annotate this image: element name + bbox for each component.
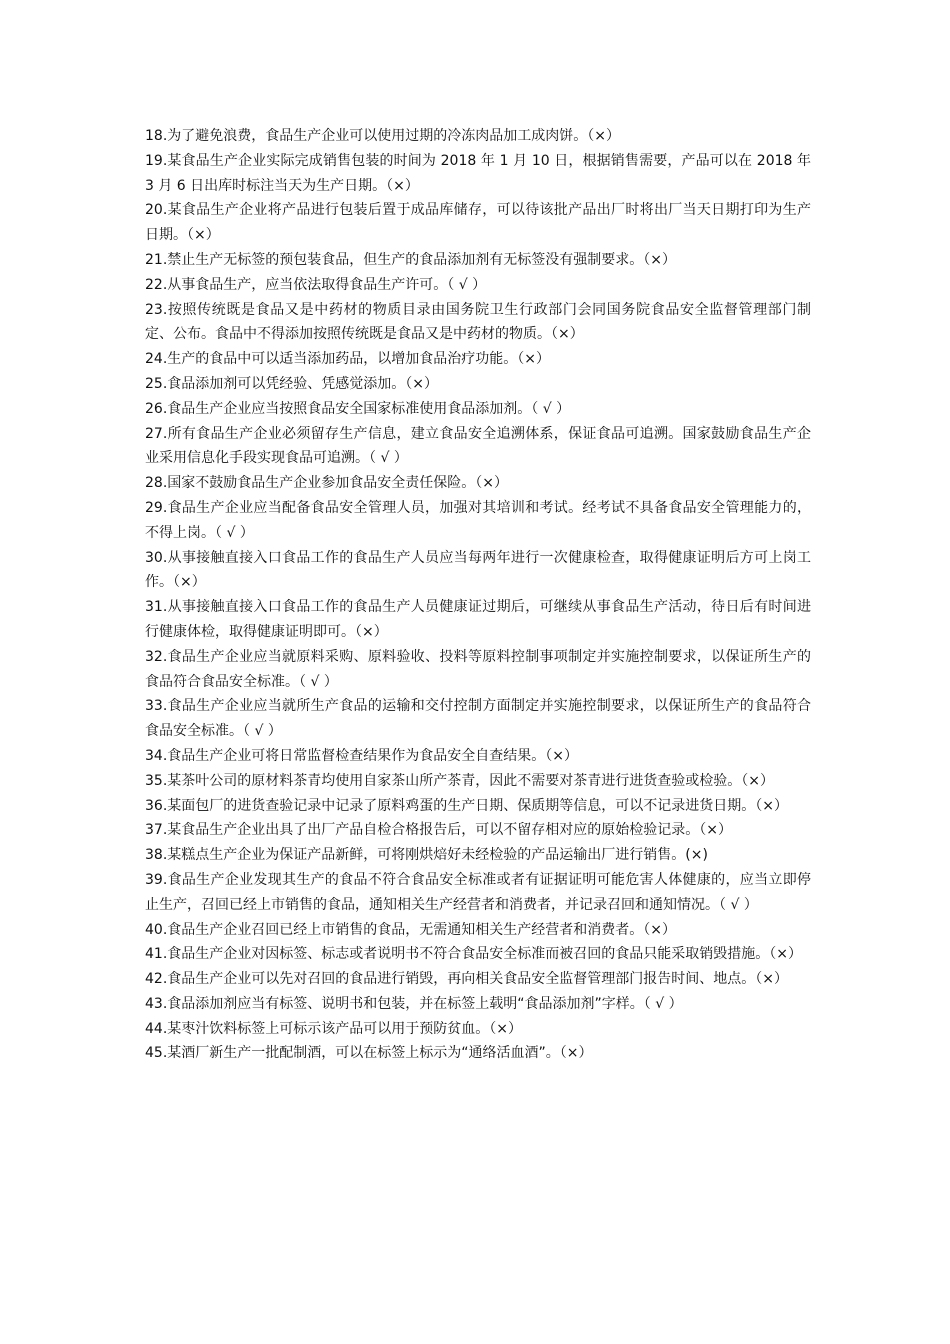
question-24: 24.生产的食品中可以适当添加药品，以增加食品治疗功能。（×） — [145, 351, 550, 368]
question-33: 33.食品生产企业应当就所生产食品的运输和交付控制方面制定并实施控制要求，以保证所生产的食品符合食品安全标准。（ √ ） — [145, 698, 811, 740]
question-26: 26.食品生产企业应当按照食品安全国家标准使用食品添加剂。（ √ ） — [145, 400, 571, 417]
question-20: 20.某食品生产企业将产品进行包装后置于成品库储存，可以待该批产品出厂时将出厂当天日期打印为生产日期。（×） — [145, 202, 811, 244]
question-44: 44.某枣汁饮料标签上可标示该产品可以用于预防贫血。（×） — [145, 1020, 522, 1037]
document-page — [145, 124, 811, 1066]
question-40: 40.食品生产企业召回已经上市销售的食品，无需通知相关生产经营者和消费者。（×） — [145, 921, 676, 938]
question-45: 45.某酒厂新生产一批配制酒，可以在标签上标示为“通络活血酒”。（×） — [145, 1045, 593, 1062]
question-35: 35.某茶叶公司的原材料茶青均使用自家茶山所产茶青，因此不需要对茶青进行进货查验或检验。（×） — [145, 772, 774, 789]
question-28: 28.国家不鼓励食品生产企业参加食品安全责任保险。（×） — [145, 475, 508, 492]
question-42: 42.食品生产企业可以先对召回的食品进行销毁，再向相关食品安全监督管理部门报告时间、地点。（×） — [145, 971, 788, 988]
question-31: 31.从事接触直接入口食品工作的食品生产人员健康证过期后，可继续从事食品生产活动，待日后有时间进行健康体检，取得健康证明即可。（×） — [145, 599, 811, 640]
question-30: 30.从事接触直接入口食品工作的食品生产人员应当每两年进行一次健康检查，取得健康证明后方可上岗工作。（×） — [145, 549, 811, 591]
question-18: 18.为了避免浪费，食品生产企业可以使用过期的冷冻肉品加工成肉饼。（×） — [145, 128, 620, 144]
question-43: 43.食品添加剂应当有标签、说明书和包装，并在标签上载明“食品添加剂”字样。（ √ ） — [145, 995, 683, 1012]
question-32: 32.食品生产企业应当就原料采购、原料验收、投料等原料控制事项制定并实施控制要求，以保证所生产的食品符合食品安全标准。（ √ ） — [145, 648, 811, 690]
question-22: 22.从事食品生产，应当依法取得食品生产许可。（ √ ） — [145, 276, 487, 293]
question-21: 21.禁止生产无标签的预包装食品，但生产的食品添加剂有无标签没有强制要求。（×） — [145, 251, 676, 268]
question-38: 38.某糕点生产企业为保证产品新鲜，可将刚烘焙好未经检验的产品运输出厂进行销售。(×) — [145, 847, 708, 864]
question-27: 27.所有食品生产企业必须留存生产信息，建立食品安全追溯体系，保证食品可追溯。国家鼓励食品生产企业采用信息化手段实现食品可追溯。（ √ ） — [145, 425, 811, 467]
question-37: 37.某食品生产企业出具了出厂产品自检合格报告后，可以不留存相对应的原始检验记录。（×） — [145, 822, 732, 839]
question-36: 36.某面包厂的进货查验记录中记录了原料鸡蛋的生产日期、保质期等信息，可以不记录进货日期。（×） — [145, 797, 788, 814]
question-41: 41.食品生产企业对因标签、标志或者说明书不符合食品安全标准而被召回的食品只能采取销毁措施。（×） — [145, 946, 802, 963]
question-29: 29.食品生产企业应当配备食品安全管理人员，加强对其培训和考试。经考试不具备食品安全管理能力的，不得上岗。（ √ ） — [145, 499, 811, 541]
question-25: 25.食品添加剂可以凭经验、凭感觉添加。（×） — [145, 375, 438, 392]
question-19: 19.某食品生产企业实际完成销售包装的时间为 2018 年 1 月 10 日，根据销售需要，产品可以在 2018 年 3 月 6 日出库时标注当天为生产日期。（×） — [145, 152, 811, 194]
question-34: 34.食品生产企业可将日常监督检查结果作为食品安全自查结果。（×） — [145, 747, 578, 764]
question-23: 23.按照传统既是食品又是中药材的物质目录由国务院卫生行政部门会同国务院食品安全监督管理部门制定、公布。食品中不得添加按照传统既是食品又是中药材的物质。（×） — [145, 301, 811, 343]
question-39: 39.食品生产企业发现其生产的食品不符合食品安全标准或者有证据证明可能危害人体健康的，应当立即停止生产，召回已经上市销售的食品，通知相关生产经营者和消费者，并记录召回和通知情况。（ √ ） — [145, 871, 811, 913]
